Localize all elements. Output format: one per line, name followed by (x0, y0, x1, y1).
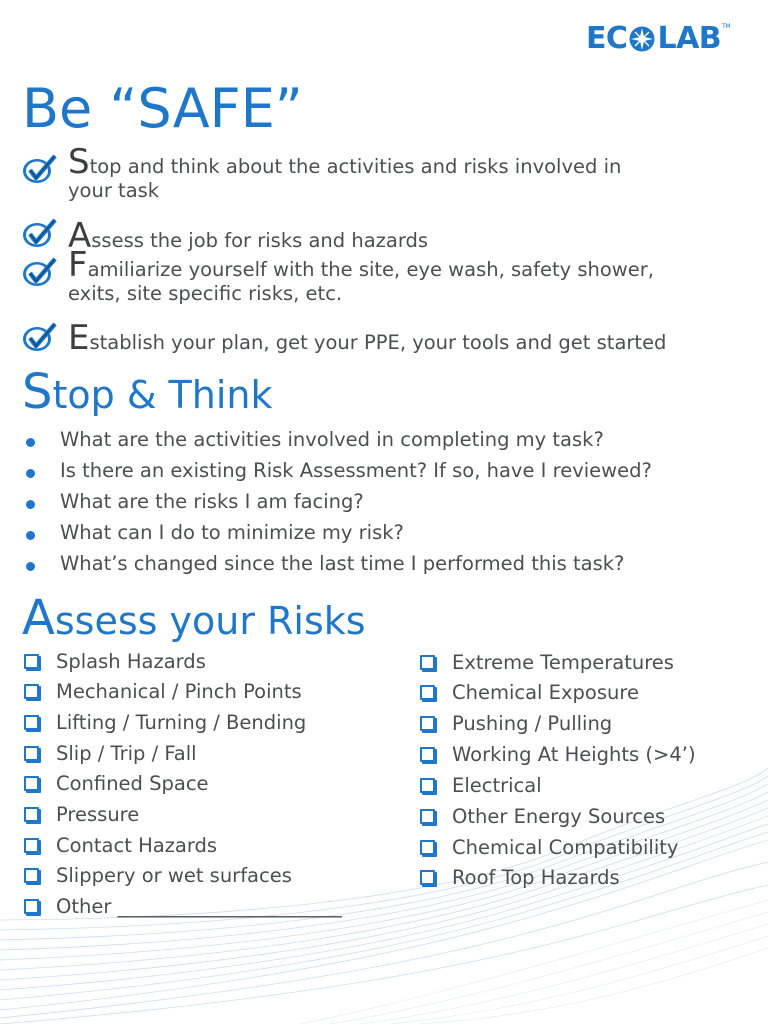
safe-item-stop (22, 142, 762, 206)
checkbox-icon[interactable] (24, 807, 39, 822)
safe-letter: S (68, 142, 90, 182)
stop-think-heading (22, 364, 273, 420)
safe-item-line: amiliarize yourself with the site, eye wash, safety shower, (87, 258, 654, 281)
risk-label: Chemical Exposure (452, 681, 639, 704)
bullet-dot-icon (26, 469, 35, 478)
safe-item-text (68, 318, 762, 358)
checkbox-icon[interactable] (420, 655, 435, 670)
checkbox-icon[interactable] (420, 870, 435, 885)
checkbox-icon[interactable] (24, 684, 39, 699)
checkbox-icon[interactable] (24, 746, 39, 761)
heading-initial: S (22, 364, 53, 420)
question-text: What are the activities involved in completing my task? (60, 428, 604, 451)
risk-label: Contact Hazards (56, 834, 218, 857)
ecolab-logo (585, 21, 730, 56)
checkbox-icon[interactable] (24, 776, 39, 791)
checkbox-icon[interactable] (420, 747, 435, 762)
bullet-dot-icon (26, 562, 35, 571)
safe-item-assess (22, 214, 762, 256)
checkmark-icon (22, 322, 58, 352)
safe-heading: Be “SAFE” (22, 77, 303, 140)
safe-item-line: top and think about the activities and risks involved in (89, 155, 622, 178)
question-item (26, 520, 756, 546)
safe-letter: F (68, 245, 88, 285)
risk-label: Splash Hazards (56, 650, 206, 673)
checkbox-icon[interactable] (24, 899, 39, 914)
risk-label: Chemical Compatibility (452, 836, 679, 859)
heading-rest: ssess your Risks (54, 599, 366, 643)
heading-initial: A (22, 590, 55, 646)
safe-letter: E (68, 318, 90, 358)
risk-label: Electrical (452, 774, 542, 797)
checkbox-icon[interactable] (420, 840, 435, 855)
checkbox-icon[interactable] (24, 654, 39, 669)
checkbox-icon[interactable] (420, 778, 435, 793)
safe-item-text (68, 142, 762, 203)
question-item (26, 489, 756, 515)
risk-label: Pushing / Pulling (452, 712, 613, 735)
risk-label: Confined Space (56, 772, 209, 795)
risk-label: Lifting / Turning / Bending (56, 711, 307, 734)
ecolab-star-icon (628, 25, 656, 53)
risk-label: Working At Heights (>4’) (452, 743, 696, 766)
assess-risks-heading (22, 590, 366, 646)
heading-rest: top & Think (52, 373, 273, 417)
question-text: What are the risks I am facing? (60, 490, 364, 513)
risk-label: Mechanical / Pinch Points (56, 680, 302, 703)
logo-text-right: LAB (657, 21, 722, 56)
bullet-dot-icon (26, 500, 35, 509)
checkbox-icon[interactable] (24, 838, 39, 853)
bullet-dot-icon (26, 438, 35, 447)
logo-text-left: EC (585, 21, 628, 56)
question-text: What can I do to minimize my risk? (60, 521, 404, 544)
safe-item-line-2: your task (68, 179, 160, 202)
safe-item-line-2: exits, site specific risks, etc. (68, 282, 343, 305)
safe-item-line: stablish your plan, get your PPE, your tools and get started (89, 331, 667, 354)
checkbox-icon[interactable] (24, 868, 39, 883)
safe-item-familiarize (22, 245, 762, 309)
risk-label: Other Energy Sources (452, 805, 666, 828)
question-text: Is there an existing Risk Assessment? If so, have I reviewed? (60, 459, 652, 482)
risk-label: Extreme Temperatures (452, 651, 674, 674)
question-item (26, 427, 756, 453)
risk-label: Pressure (56, 803, 140, 826)
checkbox-icon[interactable] (420, 716, 435, 731)
risk-label: Slippery or wet surfaces (56, 864, 292, 887)
checkbox-icon[interactable] (420, 809, 435, 824)
risk-label: Roof Top Hazards (452, 866, 620, 889)
safe-item-line: ssess the job for risks and hazards (91, 229, 429, 252)
checkmark-icon (22, 257, 58, 287)
safe-item-text (68, 245, 762, 306)
checkmark-icon (22, 218, 58, 248)
question-item (26, 551, 756, 577)
checkmark-icon (22, 154, 58, 184)
logo-trademark: TM (722, 23, 730, 30)
safe-item-establish (22, 318, 762, 358)
question-item (26, 458, 756, 484)
bullet-dot-icon (26, 531, 35, 540)
checkbox-icon[interactable] (24, 715, 39, 730)
checkbox-icon[interactable] (420, 685, 435, 700)
safe-letter: A (68, 216, 92, 256)
question-text: What’s changed since the last time I performed this task? (60, 552, 625, 575)
safe-item-text (68, 216, 762, 256)
risk-label: Slip / Trip / Fall (56, 742, 197, 765)
risk-label: Other _______________________ (56, 895, 342, 918)
